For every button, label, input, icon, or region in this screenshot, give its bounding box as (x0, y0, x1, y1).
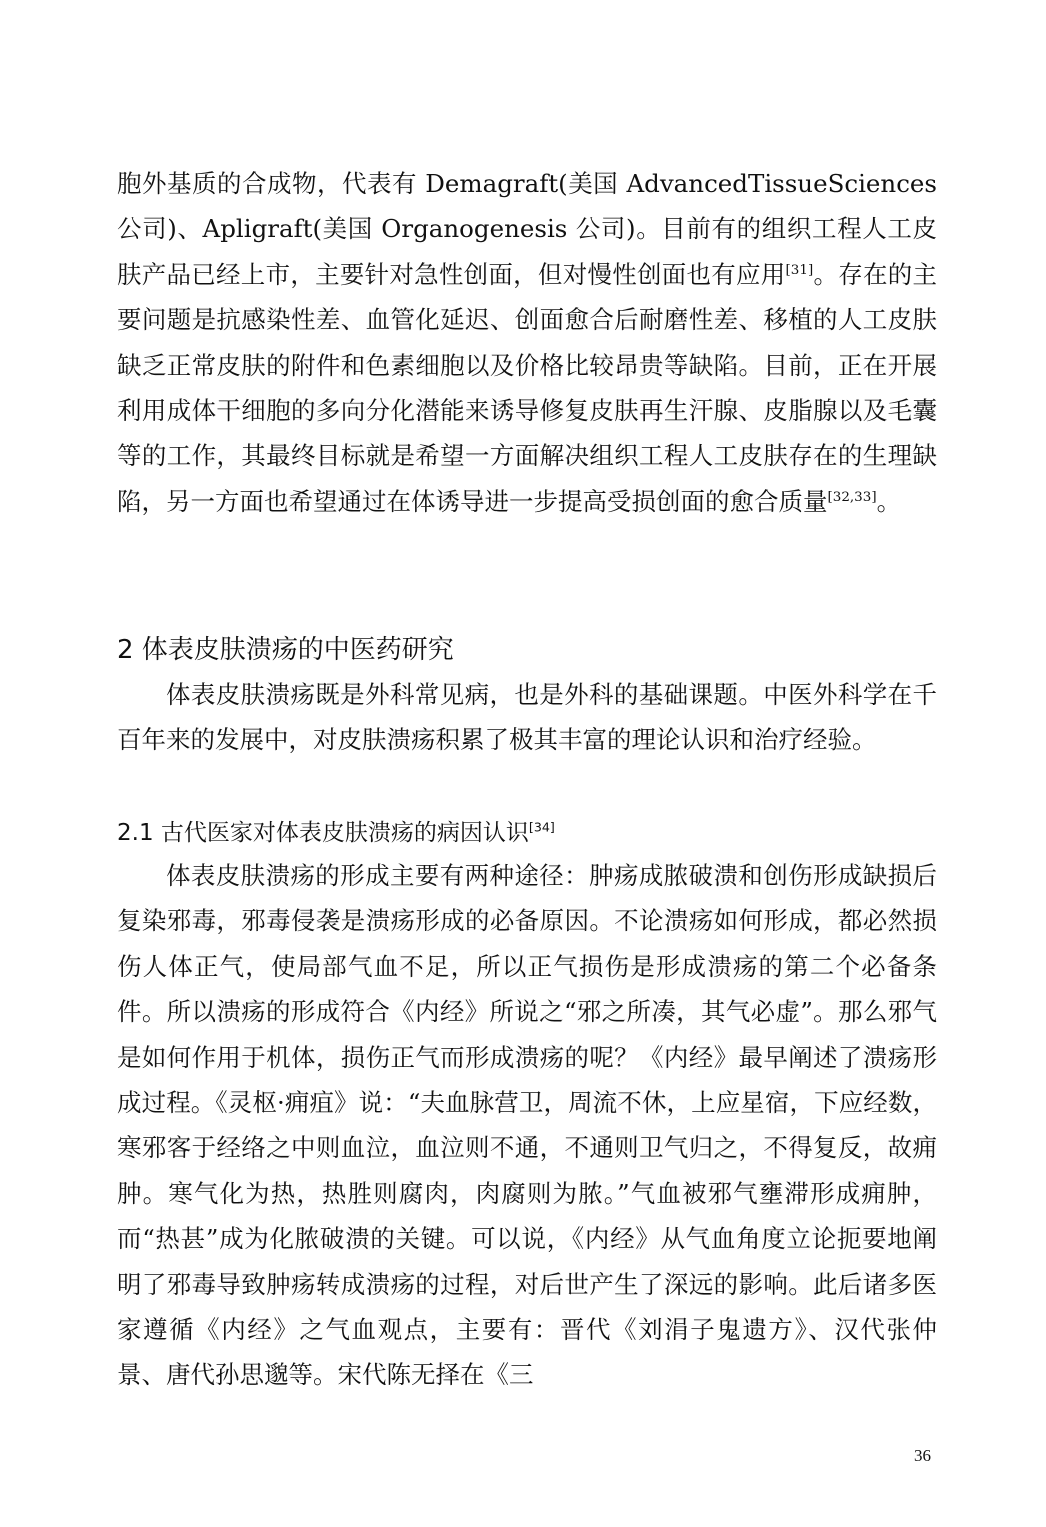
section-heading-2: 2 体表皮肤溃疡的中医药研究 (117, 635, 454, 665)
paragraph-text-part1: 胞外基质的合成物，代表有 Demagraft(美国 AdvancedTissueSciences 公司)、Apligraft(美国 Organogenesis 公司)。目前有的组织工程人工皮肤产品已经上市，主要针对急性创面，但对慢性创面也有应用 (117, 169, 937, 289)
paragraph-tissue-engineering (117, 161, 937, 524)
section-2-1-body-text: 体表皮肤溃疡的形成主要有两种途径：肿疡成脓破溃和创伤形成缺损后复染邪毒，邪毒侵袭是溃疡形成的必备原因。不论溃疡如何形成，都必然损伤人体正气，使局部气血不足，所以正气损伤是形成溃疡的第二个必备条件。所以溃疡的形成符合《内经》所说之“邪之所凑，其气必虚”。那么邪气是如何作用于机体，损伤正气而形成溃疡的呢？《内经》最早阐述了溃疡形成过程。《灵枢·痈疽》说：“夫血脉营卫，周流不休，上应星宿，下应经数，寒邪客于经络之中则血泣，血泣则不通，不通则卫气归之，不得复反，故痈肿。寒气化为热，热胜则腐肉，肉腐则为脓。”气血被邪气壅滞形成痈肿，而“热甚”成为化脓破溃的关键。可以说，《内经》从气血角度立论扼要地阐明了邪毒导致肿疡转成溃疡的过程，对后世产生了深远的影响。此后诸多医家遵循《内经》之气血观点，主要有：晋代《刘涓子鬼遗方》、汉代张仲景、唐代孙思邈等。宋代陈无择在《三 (117, 861, 937, 1390)
section-heading-2-1-text: 2.1 古代医家对体表皮肤溃疡的病因认识 (117, 820, 529, 846)
section-heading-2-1 (117, 817, 555, 849)
page-number: 36 (914, 1446, 931, 1465)
citation-32-33: [32,33] (827, 488, 877, 505)
section-2-1-body (117, 853, 937, 1398)
citation-31: [31] (785, 261, 814, 278)
citation-34: [34] (528, 819, 555, 835)
paragraph-text-part2: 。存在的主要问题是抗感染性差、血管化延迟、创面愈合后耐磨性差、移植的人工皮肤缺乏正常皮肤的附件和色素细胞以及价格比较昂贵等缺陷。目前，正在开展利用成体干细胞的多向分化潜能来诱导修复皮肤再生汗腺、皮脂腺以及毛囊等的工作，其最终目标就是希望一方面解决组织工程人工皮肤存在的生理缺陷，另一方面也希望通过在体诱导进一步提高受损创面的愈合质量 (117, 259, 938, 516)
paragraph-text (117, 161, 937, 524)
section-2-intro-text: 体表皮肤溃疡既是外科常见病，也是外科的基础课题。中医外科学在千百年来的发展中，对皮肤溃疡积累了极其丰富的理论认识和治疗经验。 (117, 680, 937, 755)
paragraph-text-part3: 。 (876, 486, 902, 516)
section-2-intro (117, 672, 937, 763)
